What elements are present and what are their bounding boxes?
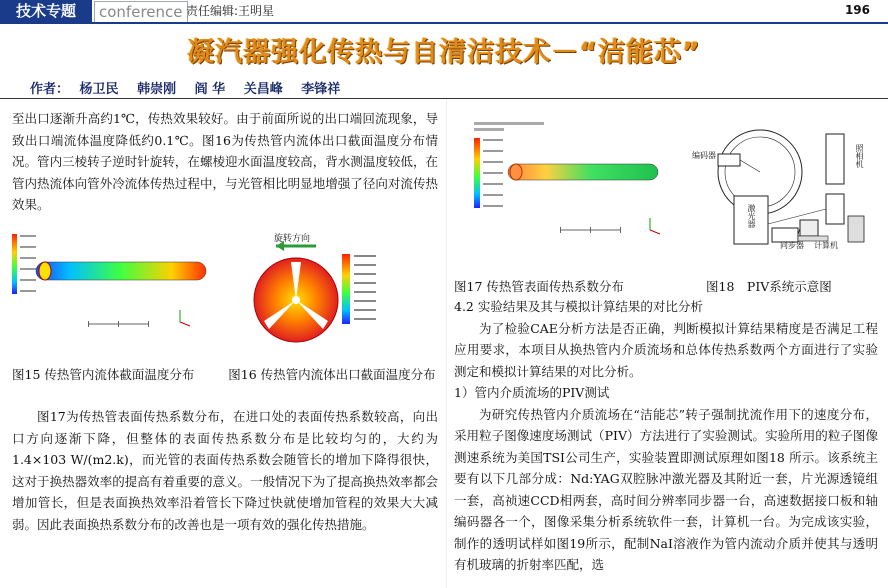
author-name: 韩崇刚 bbox=[137, 82, 177, 97]
encoder-label: 编码器 bbox=[692, 151, 716, 160]
piv-system-diagram bbox=[688, 124, 880, 252]
column-separator bbox=[446, 100, 447, 588]
author-name: 阎 华 bbox=[194, 82, 226, 97]
figure-16 bbox=[244, 226, 444, 356]
section-heading: 4.2 实验结果及其与模拟计算结果的对比分析 bbox=[454, 299, 703, 314]
figure-18-caption: 图18 PIV系统示意图 bbox=[706, 279, 832, 294]
paragraph: 为了检验CAE分析方法是否正确，判断模拟计算结果精度是否满足工程应用要求，本项目从换热管内介质流场和总体传热系数两个方面进行了实验测定和模拟计算结果的对比分析。 bbox=[454, 320, 878, 379]
paragraph: 至出口逐渐升高约1℃，传热效果较好。由于前面所说的出口端回流现象，导致出口端流体温度降低约0.1℃。图16为传热管内流体出口截面温度分布情况。管内三棱转子逆时针旋转，在螺棱迎水面温度较高，背水测温度较低，在管内热流体向管外冷流体传热过程中，与光管相比明显地增强了径向对流传热效果。 bbox=[12, 111, 438, 212]
figure-18 bbox=[688, 124, 880, 252]
figure-17-caption: 图17 传热管表面传热系数分布 bbox=[454, 279, 624, 294]
figure-17 bbox=[470, 118, 670, 258]
subheading: 1）管内介质流场的PIV测试 bbox=[454, 385, 610, 400]
rotation-direction-label: 旋转方向 bbox=[274, 234, 311, 244]
page-header bbox=[0, 0, 888, 22]
page-number: 196 bbox=[844, 3, 870, 17]
author-name: 杨卫民 bbox=[79, 82, 119, 97]
title-rule bbox=[0, 98, 888, 99]
section-tag: 技术专题 bbox=[0, 0, 92, 22]
left-paragraph-2 bbox=[12, 406, 438, 535]
camera-label: 照相机 bbox=[855, 144, 864, 168]
paragraph: 图17为传热管表面传热系数分布，在进口处的表面传热系数较高，向出口方向逐渐下降，但整体的表面传热系数分布是比较均匀的，大约为1.4×103 W/(m2.k)，而光管的表面传热系数会随管长的增加下降得很快，这对于换热器效率的提高有着重要的意义。一般情况下为了提高换热效率都会增加管长，但是表面换热效率沿着管长下降过快就使增加管程的效果大大减弱。因此表面换热系数分布的改善也是一项有效的强化传热措施。 bbox=[12, 409, 438, 532]
figure-15 bbox=[8, 226, 223, 356]
temperature-tube-image bbox=[8, 226, 223, 356]
author-line bbox=[30, 78, 354, 97]
paragraph: 为研究传热管内介质流场在“洁能芯”转子强制扰流作用下的速度分布，采用粒子图像速度场测试（PIV）方法进行了实验测试。实验所用的粒子图像测速系统为美国TSI公司生产，实验装置即测试原理如图18 所示。该系统主要有以下几部分成：Nd:YAG双腔脉冲激光器及其附近一套，片光源透镜组一套，高祯速CCD相两套，高时间分辨率同步器一台，高速数据接口板和轴编码器各一个，图像采集分析系统软件一套，计算机一台。为完成该实验，制作的透明试样如图19所示，配制NaI溶液作为管内流动介质并使其与透明有机玻璃的折射率匹配，选 bbox=[454, 406, 878, 572]
sync-label: 同步器 bbox=[780, 241, 804, 250]
authors-label: 作者： bbox=[30, 82, 70, 97]
heat-transfer-tube-image bbox=[470, 118, 670, 258]
cross-section-image bbox=[244, 226, 444, 356]
figure-15-caption: 图15 传热管内流体截面温度分布 bbox=[12, 367, 195, 382]
header-rule bbox=[0, 22, 888, 24]
figure-16-caption: 图16 传热管内流体出口截面温度分布 bbox=[228, 367, 436, 382]
computer-label: 计算机 bbox=[814, 241, 838, 250]
left-paragraph-1 bbox=[12, 108, 438, 216]
section-tag-en: conference bbox=[94, 1, 188, 23]
editor-credit: 责任编辑:王明星 bbox=[186, 4, 275, 18]
right-section bbox=[454, 296, 878, 576]
author-name: 关昌峰 bbox=[243, 82, 283, 97]
author-name: 李锋祥 bbox=[301, 82, 341, 97]
laser-label: 激光器 bbox=[747, 204, 756, 228]
article-title: 凝汽器强化传热与自清洁技术－“洁能芯” bbox=[187, 37, 701, 68]
